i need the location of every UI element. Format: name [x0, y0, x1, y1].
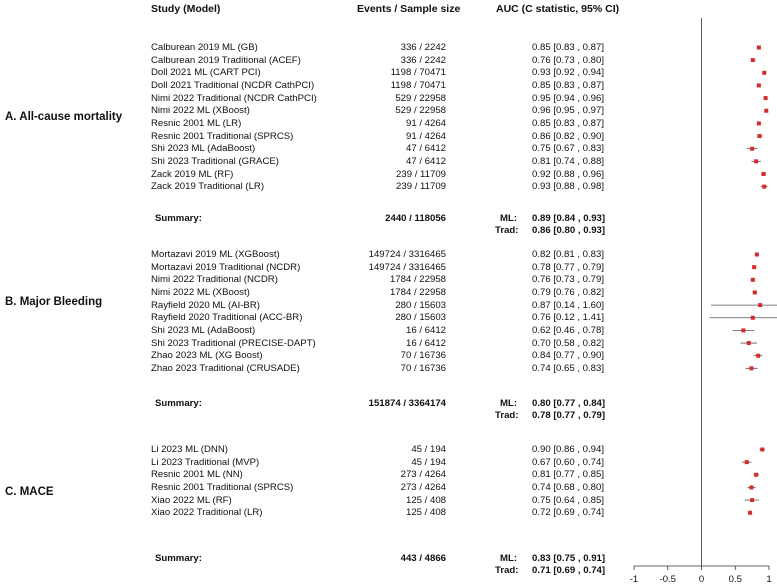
auc-value: 0.90 [0.86 , 0.94] [532, 444, 605, 455]
estimate-marker [756, 354, 760, 358]
events-sample: 45 / 194 [411, 456, 446, 468]
auc-value: 0.74 [0.68 , 0.80] [532, 481, 605, 493]
events-sample: 1198 / 70471 [390, 79, 446, 91]
estimate-marker [758, 134, 762, 138]
estimate-marker [751, 316, 755, 320]
events-sample: 125 / 408 [405, 507, 446, 519]
study-name: Resnic 2001 ML (LR) [151, 117, 242, 129]
auc-value: 0.82 [0.81 , 0.83] [532, 249, 605, 260]
estimate-marker [758, 303, 762, 307]
study-name: Li 2023 ML (DNN) [151, 444, 228, 455]
auc-value: 0.62 [0.46 , 0.78] [532, 324, 605, 336]
study-name: Resnic 2001 Traditional (SPRCS) [151, 130, 294, 142]
events-sample: 91 / 4264 [405, 130, 446, 142]
auc-value: 0.72 [0.69 , 0.74] [532, 507, 605, 519]
estimate-marker [748, 511, 752, 515]
auc-value: 0.76 [0.73 , 0.80] [532, 54, 605, 66]
study-name: Zhao 2023 Traditional (CRUSADE) [151, 362, 300, 374]
header-study: Study (Model) [151, 3, 221, 15]
auc-value: 0.81 [0.74 , 0.88] [532, 155, 605, 167]
events-sample: 16 / 6412 [405, 324, 446, 336]
estimate-marker [750, 147, 754, 151]
summary-ml-auc: 0.83 [0.75 , 0.91] [532, 553, 606, 564]
x-tick-label: 1 [766, 574, 772, 585]
study-name: Li 2023 Traditional (MVP) [151, 456, 260, 468]
study-name: Zack 2019 ML (RF) [151, 168, 234, 180]
study-name: Mortazavi 2019 Traditional (NCDR) [151, 261, 301, 273]
events-sample: 1784 / 22958 [389, 274, 446, 286]
events-sample: 125 / 408 [405, 494, 446, 506]
study-name: Doll 2021 Traditional (NCDR CathPCI) [151, 79, 315, 91]
estimate-marker [750, 498, 754, 502]
x-tick-label: 0.5 [728, 574, 742, 585]
estimate-marker [762, 172, 766, 176]
events-sample: 1198 / 70471 [390, 67, 446, 79]
estimate-marker [753, 290, 757, 294]
auc-value: 0.93 [0.92 , 0.94] [532, 67, 605, 79]
estimate-marker [749, 485, 753, 489]
events-sample: 273 / 4264 [400, 469, 446, 481]
events-sample: 280 / 15603 [395, 299, 446, 311]
estimate-marker [755, 253, 759, 257]
estimate-marker [751, 58, 755, 62]
x-tick-label: -0.5 [659, 574, 676, 585]
estimate-marker [757, 46, 761, 50]
study-name: Xiao 2022 Traditional (LR) [151, 507, 263, 519]
study-name: Rayfield 2020 ML (AI-BR) [151, 299, 260, 311]
study-name: Calburean 2019 ML (GB) [151, 42, 258, 53]
study-name: Resnic 2001 ML (NN) [151, 469, 243, 481]
events-sample: 47 / 6412 [405, 155, 446, 167]
study-name: Shi 2023 Traditional (PRECISE-DAPT) [151, 337, 316, 349]
group-label: A. All-cause mortality [5, 111, 123, 123]
auc-value: 0.79 [0.76 , 0.82] [532, 286, 605, 298]
events-sample: 70 / 16736 [400, 350, 446, 362]
estimate-marker [757, 83, 761, 87]
summary-ml-label: ML: [500, 398, 518, 409]
study-name: Calburean 2019 Traditional (ACEF) [151, 54, 301, 66]
auc-value: 0.75 [0.64 , 0.85] [532, 494, 605, 506]
estimate-marker [754, 473, 758, 477]
header-auc: AUC (C statistic, 95% CI) [496, 3, 620, 15]
summary-ml-auc: 0.80 [0.77 , 0.84] [532, 398, 606, 409]
summary-events: 151874 / 3364174 [368, 398, 446, 409]
estimate-marker [762, 71, 766, 75]
events-sample: 47 / 6412 [405, 143, 446, 155]
summary-trad-label: Trad: [495, 410, 519, 421]
auc-value: 0.84 [0.77 , 0.90] [532, 350, 605, 362]
events-sample: 239 / 11709 [396, 168, 446, 180]
events-sample: 149724 / 3316465 [368, 261, 446, 273]
auc-value: 0.85 [0.83 , 0.87] [532, 117, 605, 129]
study-name: Nimi 2022 Traditional (NCDR) [151, 274, 278, 286]
auc-value: 0.70 [0.58 , 0.82] [532, 337, 605, 349]
summary-label: Summary: [155, 398, 202, 409]
events-sample: 149724 / 3316465 [368, 249, 446, 260]
estimate-marker [757, 121, 761, 125]
study-name: Zack 2019 Traditional (LR) [151, 181, 265, 193]
summary-ml-label: ML: [500, 553, 518, 564]
auc-value: 0.85 [0.83 , 0.87] [532, 42, 605, 53]
x-tick-label: -1 [629, 574, 639, 585]
events-sample: 91 / 4264 [405, 117, 446, 129]
study-name: Resnic 2001 Traditional (SPRCS) [151, 481, 294, 493]
estimate-marker [749, 366, 753, 370]
estimate-marker [760, 448, 764, 452]
auc-value: 0.95 [0.94 , 0.96] [532, 92, 605, 104]
summary-ml-auc: 0.89 [0.84 , 0.93] [532, 213, 606, 224]
group-label: C. MACE [5, 486, 54, 498]
auc-value: 0.86 [0.82 , 0.90] [532, 130, 605, 142]
auc-value: 0.76 [0.73 , 0.79] [532, 274, 605, 286]
events-sample: 336 / 2242 [400, 42, 446, 53]
auc-value: 0.93 [0.88 , 0.98] [532, 181, 605, 193]
auc-value: 0.76 [0.12 , 1.41] [532, 312, 605, 324]
events-sample: 45 / 194 [411, 444, 446, 455]
study-name: Zhao 2023 ML (XG Boost) [151, 350, 263, 362]
estimate-marker [745, 460, 749, 464]
study-name: Doll 2021 ML (CART PCI) [151, 67, 261, 79]
study-name: Nimi 2022 Traditional (NCDR CathPCI) [151, 92, 317, 104]
events-sample: 529 / 22958 [395, 92, 446, 104]
summary-trad-label: Trad: [495, 225, 519, 236]
events-sample: 336 / 2242 [400, 54, 446, 66]
events-sample: 1784 / 22958 [389, 286, 446, 298]
summary-trad-auc: 0.86 [0.80 , 0.93] [532, 225, 606, 236]
estimate-marker [764, 96, 768, 100]
events-sample: 529 / 22958 [395, 105, 446, 117]
events-sample: 273 / 4264 [400, 481, 446, 493]
estimate-marker [764, 109, 768, 113]
study-name: Nimi 2022 ML (XBoost) [151, 105, 250, 117]
events-sample: 16 / 6412 [405, 337, 446, 349]
auc-value: 0.92 [0.88 , 0.96] [532, 168, 605, 180]
estimate-marker [752, 265, 756, 269]
estimate-marker [762, 185, 766, 189]
estimate-marker [754, 159, 758, 163]
study-name: Shi 2023 Traditional (GRACE) [151, 155, 279, 167]
summary-events: 2440 / 118056 [385, 213, 446, 224]
auc-value: 0.67 [0.60 , 0.74] [532, 456, 605, 468]
study-name: Mortazavi 2019 ML (XGBoost) [151, 249, 280, 260]
study-name: Nimi 2022 ML (XBoost) [151, 286, 250, 298]
summary-ml-label: ML: [500, 213, 518, 224]
events-sample: 70 / 16736 [400, 362, 446, 374]
auc-value: 0.87 [0.14 , 1.60] [532, 299, 605, 311]
header-events: Events / Sample size [357, 3, 461, 15]
group-label: B. Major Bleeding [5, 296, 103, 308]
events-sample: 239 / 11709 [396, 181, 446, 193]
auc-value: 0.85 [0.83 , 0.87] [532, 79, 605, 91]
auc-value: 0.81 [0.77 , 0.85] [532, 469, 605, 481]
summary-events: 443 / 4866 [400, 553, 446, 564]
x-tick-label: 0 [698, 574, 705, 585]
auc-value: 0.74 [0.65 , 0.83] [532, 362, 605, 374]
study-name: Shi 2023 ML (AdaBoost) [151, 143, 256, 155]
summary-trad-label: Trad: [495, 565, 519, 576]
summary-label: Summary: [155, 213, 202, 224]
study-name: Shi 2023 ML (AdaBoost) [151, 324, 256, 336]
summary-trad-auc: 0.71 [0.69 , 0.74] [532, 565, 606, 576]
estimate-marker [751, 278, 755, 282]
events-sample: 280 / 15603 [395, 312, 446, 324]
auc-value: 0.96 [0.95 , 0.97] [532, 105, 605, 117]
auc-value: 0.75 [0.67 , 0.83] [532, 143, 605, 155]
estimate-marker [747, 341, 751, 345]
study-name: Xiao 2022 ML (RF) [151, 494, 232, 506]
auc-value: 0.78 [0.77 , 0.79] [532, 261, 605, 273]
study-name: Rayfield 2020 Traditional (ACC-BR) [151, 312, 303, 324]
summary-trad-auc: 0.78 [0.77 , 0.79] [532, 410, 606, 421]
estimate-marker [741, 328, 745, 332]
summary-label: Summary: [155, 553, 202, 564]
